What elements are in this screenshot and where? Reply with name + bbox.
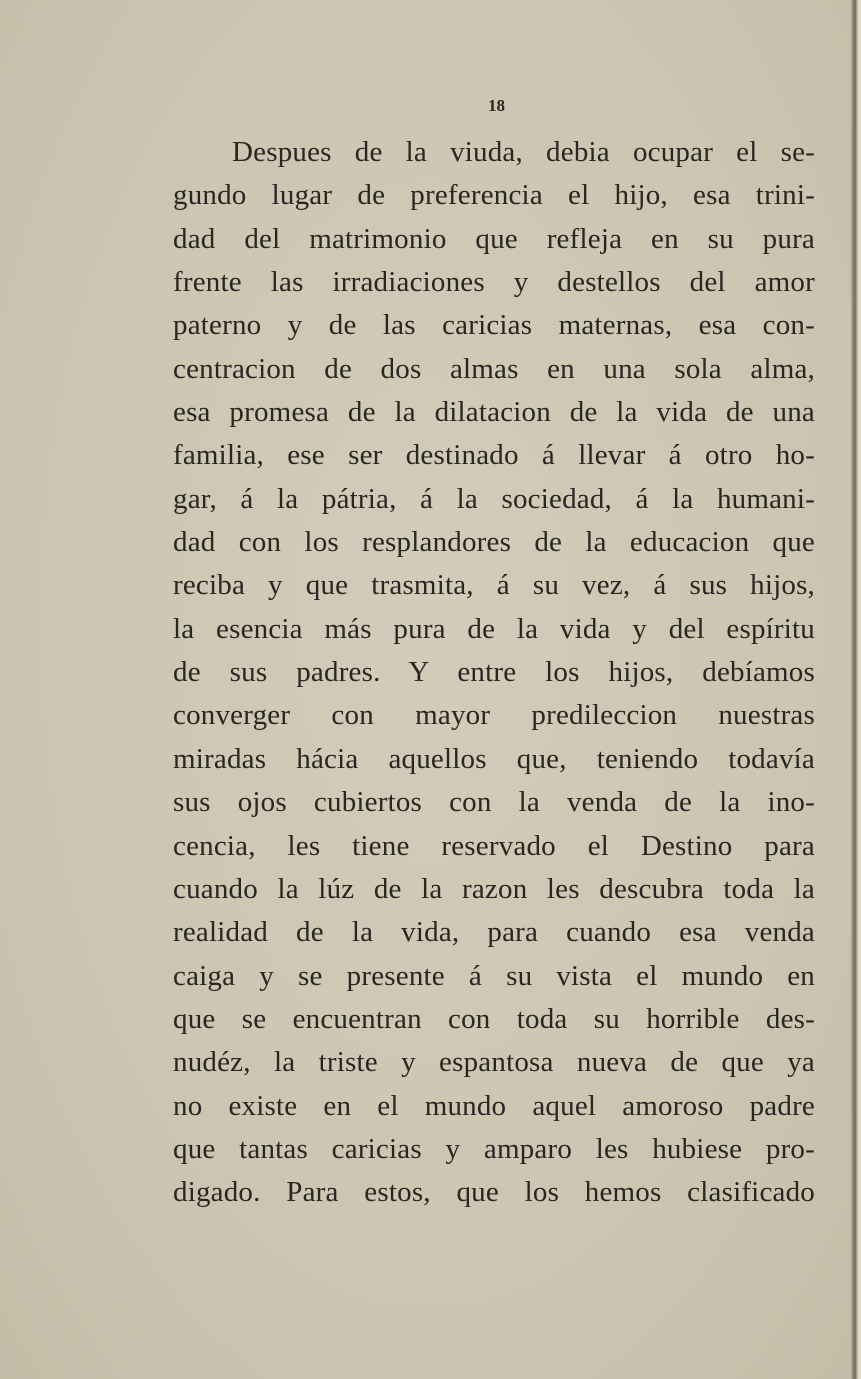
text-line: nudéz, la triste y espantosa nueva de que ya: [173, 1046, 815, 1079]
text-line: dad con los resplandores de la educacion que: [173, 526, 815, 559]
text-line: realidad de la vida, para cuando esa venda: [173, 916, 815, 949]
text-line: reciba y que trasmita, á su vez, á sus hijos,: [173, 569, 815, 602]
text-line: frente las irradiaciones y destellos del amor: [173, 266, 815, 299]
text-line: que se encuentran con toda su horrible des-: [173, 1002, 815, 1035]
text-line: no existe en el mundo aquel amoroso padre: [173, 1089, 815, 1122]
text-line: gar, á la pátria, á la sociedad, á la humani-: [173, 482, 815, 515]
text-line: miradas hácia aquellos que, teniendo todavía: [173, 742, 815, 775]
text-line: cuando la lúz de la razon les descubra toda la: [173, 872, 815, 905]
text-line: digado. Para estos, que los hemos clasificado: [173, 1176, 815, 1209]
text-line: la esencia más pura de la vida y del espíritu: [173, 612, 815, 645]
text-line: familia, ese ser destinado á llevar á otro ho-: [173, 439, 815, 472]
text-line: gundo lugar de preferencia el hijo, esa trini-: [173, 179, 815, 212]
body-text: [173, 131, 815, 1215]
page-number: 18: [488, 96, 505, 115]
text-line: esa promesa de la dilatacion de la vida de una: [173, 396, 815, 429]
text-line: paterno y de las caricias maternas, esa con-: [173, 309, 815, 342]
text-line: caiga y se presente á su vista el mundo en: [173, 959, 815, 992]
text-line: centracion de dos almas en una sola alma,: [173, 352, 815, 385]
text-line: Despues de la viuda, debia ocupar el se-: [232, 136, 815, 168]
text-line: sus ojos cubiertos con la venda de la ino-: [173, 786, 815, 819]
text-line: cencia, les tiene reservado el Destino para: [173, 829, 815, 862]
text-line: que tantas caricias y amparo les hubiese pro-: [173, 1132, 815, 1165]
text-line: dad del matrimonio que refleja en su pura: [173, 222, 815, 255]
page-edge: [851, 0, 861, 1379]
text-line: converger con mayor predileccion nuestras: [173, 699, 815, 732]
text-line: de sus padres. Y entre los hijos, debíamos: [173, 656, 815, 689]
